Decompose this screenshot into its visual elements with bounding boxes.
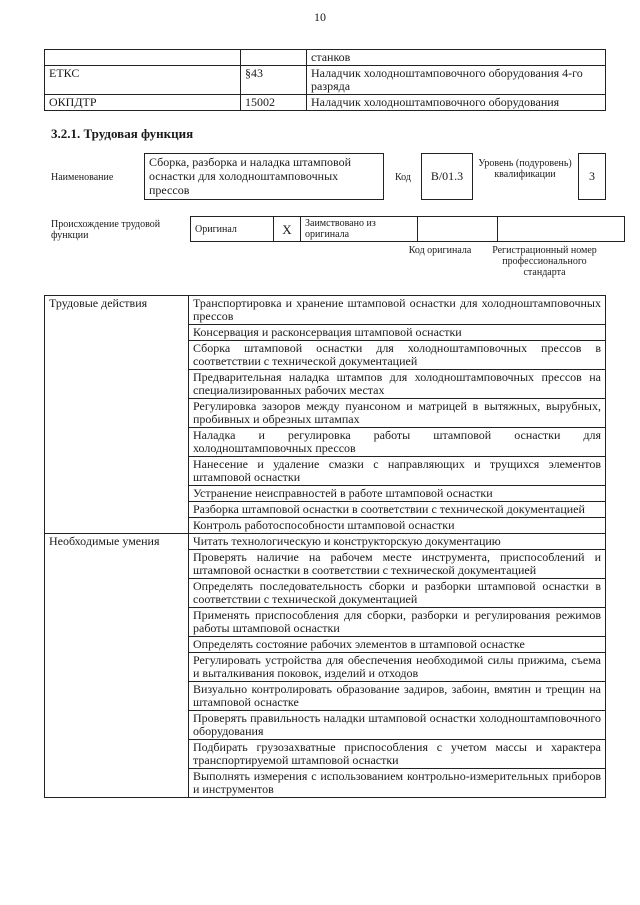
list-item: Проверять правильность наладки штамповой оснастки холодноштамповочного оборудования <box>189 711 606 740</box>
code-label: Код <box>395 172 411 183</box>
list-item: Определять состояние рабочих элементов в штамповой оснастке <box>189 637 606 653</box>
classification-table <box>44 49 606 111</box>
list-item: Подбирать грузозахватные приспособления с учетом массы и характера транспортируемой штамповой оснастки <box>189 740 606 769</box>
list-item: Предварительная наладка штампов для холодноштамповочных прессов на специализированных рабочих местах <box>189 370 606 399</box>
section-title: 3.2.1. Трудовая функция <box>51 126 194 141</box>
function-name: Сборка, разборка и наладка штамповой оснастки для холодноштамповочных прессов <box>144 153 384 200</box>
list-item: Визуально контролировать образование задиров, забоин, вмятин и трещин на штамповой оснастке <box>189 682 606 711</box>
reg-number-cell <box>498 217 625 242</box>
original-cell: Оригинал <box>191 217 274 242</box>
list-item: Определять последовательность сборки и разборки штамповой оснастки в соответствии с технической документацией <box>189 579 606 608</box>
classification-row <box>45 66 606 95</box>
section-heading: Необходимые умения <box>45 534 189 798</box>
list-item: Консервация и расконсервация штамповой оснастки <box>189 325 606 341</box>
table-row <box>45 296 606 325</box>
table-row <box>45 534 606 550</box>
name-label: Наименование <box>51 172 114 183</box>
classification-row <box>45 50 606 66</box>
list-item: Нанесение и удаление смазки с направляющих и трущихся элементов штамповой оснастки <box>189 457 606 486</box>
list-item: Контроль работоспособности штамповой оснастки <box>189 518 606 534</box>
page-number: 10 <box>314 10 326 24</box>
list-item: Применять приспособления для сборки, разборки и регулирования режимов работы штамповой оснастки <box>189 608 606 637</box>
list-item: Устранение неисправностей в работе штамповой оснастки <box>189 486 606 502</box>
classification-code: ОКПДТР <box>45 95 241 111</box>
classification-code: ЕТКС <box>45 66 241 95</box>
borrowed-cell: Заимствовано из оригинала <box>301 217 418 242</box>
code-original-caption: Код оригинала <box>408 245 472 256</box>
origin-label: Происхождение трудовой функции <box>51 219 161 241</box>
list-item: Выполнять измерения с использованием контрольно-измерительных приборов и инструментов <box>189 769 606 798</box>
original-mark: X <box>274 217 301 242</box>
classification-name: Наладчик холодноштамповочного оборудования 4-го разряда <box>307 66 606 95</box>
list-item: Транспортировка и хранение штамповой оснастки для холодноштамповочных прессов <box>189 296 606 325</box>
section-heading: Трудовые действия <box>45 296 189 534</box>
classification-name: станков <box>307 50 606 66</box>
list-item: Сборка штамповой оснастки для холодноштамповочных прессов в соответствии с технической документацией <box>189 341 606 370</box>
classification-row <box>45 95 606 111</box>
qualification-level: 3 <box>578 153 606 200</box>
code-original-cell <box>418 217 498 242</box>
competency-table <box>44 295 606 798</box>
classification-code <box>45 50 241 66</box>
list-item: Читать технологическую и конструкторскую документацию <box>189 534 606 550</box>
list-item: Регулировать устройства для обеспечения необходимой силы прижима, съема и выталкивания поковок, изделий и отходов <box>189 653 606 682</box>
function-code: B/01.3 <box>421 153 473 200</box>
list-item: Регулировка зазоров между пуансоном и матрицей в вытяжных, вырубных, пробивных и обрезных штампах <box>189 399 606 428</box>
classification-number: §43 <box>241 66 307 95</box>
reg-number-caption: Регистрационный номер профессионального стандарта <box>492 245 597 278</box>
origin-table <box>190 216 625 242</box>
list-item: Проверять наличие на рабочем месте инструмента, приспособлений и штамповой оснастки в соответствии с технической документацией <box>189 550 606 579</box>
list-item: Разборка штамповой оснастки в соответствии с технической документацией <box>189 502 606 518</box>
classification-name: Наладчик холодноштамповочного оборудования <box>307 95 606 111</box>
classification-number: 15002 <box>241 95 307 111</box>
level-label: Уровень (подуровень) квалификации <box>478 158 572 180</box>
list-item: Наладка и регулировка работы штамповой оснастки для холодноштамповочных прессов <box>189 428 606 457</box>
classification-number <box>241 50 307 66</box>
